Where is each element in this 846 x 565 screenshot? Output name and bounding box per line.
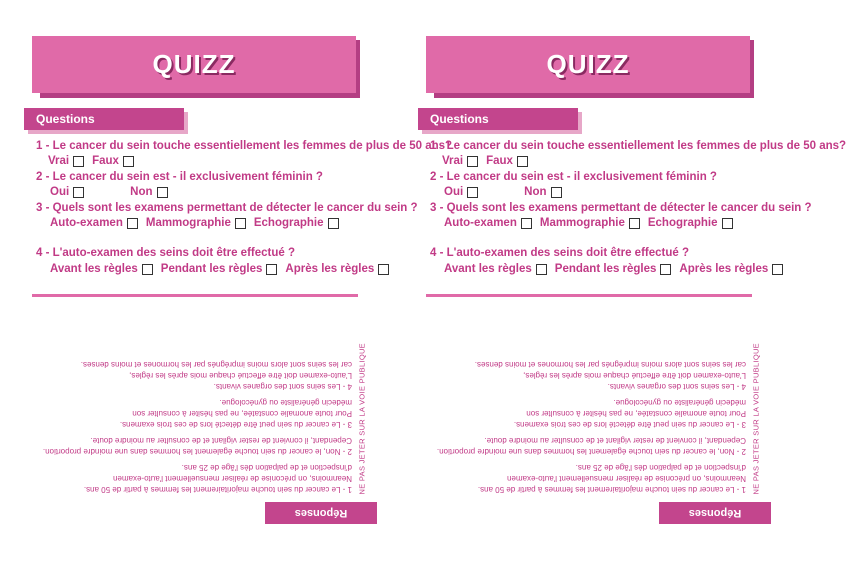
option-label: Auto-examen <box>444 217 517 229</box>
question-2-options <box>444 186 570 198</box>
answers-block <box>434 305 746 495</box>
option-label: Oui <box>50 186 70 198</box>
question-2: 2 - Le cancer du sein est - il exclusivement féminin ? <box>430 171 717 183</box>
option-pendant-regles <box>555 263 672 275</box>
option-label: Auto-examen <box>50 217 123 229</box>
option-label: Mammographie <box>539 217 625 229</box>
checkbox-non[interactable] <box>157 187 168 198</box>
side-note: NE PAS JETER SUR LA VOIE PUBLIQUE <box>357 343 367 495</box>
option-label: Faux <box>92 155 119 167</box>
option-auto-examen <box>444 217 532 229</box>
option-non <box>524 186 561 198</box>
quiz-title: QUIZZ <box>152 49 236 79</box>
question-3: 3 - Quels sont les examens permettant de détecter le cancer du sein ? <box>36 202 418 214</box>
side-note: NE PAS JETER SUR LA VOIE PUBLIQUE <box>751 343 761 495</box>
question-3: 3 - Quels sont les examens permettant de détecter le cancer du sein ? <box>430 202 812 214</box>
title-banner <box>32 36 356 93</box>
checkbox-mammographie[interactable] <box>235 218 246 229</box>
option-apres-regles <box>285 263 389 275</box>
option-label: Echographie <box>253 217 324 229</box>
option-label: Vrai <box>442 155 464 167</box>
checkbox-apres-regles[interactable] <box>772 264 783 275</box>
option-vrai <box>48 155 84 167</box>
question-1-options <box>442 155 536 167</box>
option-label: Mammographie <box>145 217 231 229</box>
answers-block <box>40 305 352 495</box>
question-4-options <box>444 263 791 275</box>
answer-3: 3 - Le cancer du sein peut être détecté lors de ces trois examens. Pour toute anomalie constatée, ne pas hésiter à consulter son médecin généraliste ou gynécologue. <box>513 398 746 429</box>
option-label: Faux <box>486 155 513 167</box>
question-2-options <box>50 186 176 198</box>
checkbox-avant-regles[interactable] <box>142 264 153 275</box>
option-non <box>130 186 167 198</box>
option-apres-regles <box>679 263 783 275</box>
option-label: Oui <box>444 186 464 198</box>
option-label: Vrai <box>48 155 70 167</box>
answer-2: 2 - Non, le cancer du sein touche également les hommes dans une moindre proportion. Cependant, il convient de rester vigilant et de consulter au moindre doute. <box>42 436 352 456</box>
answers-tab: Réponses <box>659 502 771 524</box>
option-vrai <box>442 155 478 167</box>
answer-1: 1 - Le cancer du sein touche majoritairement les femmes à partir de 50 ans. Neanmoins, on préconise de réaliser mensuellement l'auto-examen d'inspection et de palpation dès l'âge de 25 ans. <box>83 463 352 494</box>
option-label: Echographie <box>647 217 718 229</box>
question-2: 2 - Le cancer du sein est - il exclusivement féminin ? <box>36 171 323 183</box>
option-label: Non <box>130 186 153 198</box>
title-banner <box>426 36 750 93</box>
question-1-options <box>48 155 142 167</box>
question-1: 1 - Le cancer du sein touche essentiellement les femmes de plus de 50 ans? <box>430 140 846 152</box>
option-oui <box>444 186 478 198</box>
checkbox-auto-examen[interactable] <box>127 218 138 229</box>
option-echographie <box>254 217 339 229</box>
checkbox-faux[interactable] <box>517 156 528 167</box>
checkbox-avant-regles[interactable] <box>536 264 547 275</box>
answer-4: 4 - Les seins sont des organes vivants. L'auto-examen doit être effectué chaque mois après les règles, car les seins sont alors moins imprégnés par les hormones et moins denses. <box>80 360 352 391</box>
quiz-card-left <box>20 0 453 565</box>
answer-1: 1 - Le cancer du sein touche majoritairement les femmes à partir de 50 ans. Neanmoins, on préconise de réaliser mensuellement l'auto-examen d'inspection et de palpation dès l'âge de 25 ans. <box>477 463 746 494</box>
question-4: 4 - L'auto-examen des seins doit être effectué ? <box>430 247 689 259</box>
option-avant-regles <box>444 263 547 275</box>
option-label: Après les règles <box>285 263 375 275</box>
question-1: 1 - Le cancer du sein touche essentiellement les femmes de plus de 50 ans? <box>36 140 453 152</box>
option-mammographie <box>540 217 640 229</box>
checkbox-apres-regles[interactable] <box>378 264 389 275</box>
checkbox-faux[interactable] <box>123 156 134 167</box>
option-label: Avant les règles <box>50 263 138 275</box>
section-divider <box>32 294 358 297</box>
questions-tab: Questions <box>418 108 578 130</box>
question-3-options <box>50 217 347 229</box>
option-label: Après les règles <box>679 263 769 275</box>
option-mammographie <box>146 217 246 229</box>
checkbox-non[interactable] <box>551 187 562 198</box>
answer-3: 3 - Le cancer du sein peut être détecté lors de ces trois examens. Pour toute anomalie constatée, ne pas hésiter à consulter son médecin généraliste ou gynécologue. <box>119 398 352 429</box>
quiz-card-right <box>414 0 846 565</box>
option-label: Non <box>524 186 547 198</box>
option-avant-regles <box>50 263 153 275</box>
answers-tab: Réponses <box>265 502 377 524</box>
questions-tab: Questions <box>24 108 184 130</box>
checkbox-vrai[interactable] <box>467 156 478 167</box>
question-4-options <box>50 263 397 275</box>
section-divider <box>426 294 752 297</box>
option-label: Pendant les règles <box>160 263 263 275</box>
checkbox-oui[interactable] <box>467 187 478 198</box>
option-pendant-regles <box>161 263 278 275</box>
checkbox-echographie[interactable] <box>328 218 339 229</box>
option-label: Avant les règles <box>444 263 532 275</box>
option-label: Pendant les règles <box>554 263 657 275</box>
answer-4: 4 - Les seins sont des organes vivants. L'auto-examen doit être effectué chaque mois après les règles, car les seins sont alors moins imprégnés par les hormones et moins denses. <box>474 360 746 391</box>
question-4: 4 - L'auto-examen des seins doit être effectué ? <box>36 247 295 259</box>
option-auto-examen <box>50 217 138 229</box>
checkbox-pendant-regles[interactable] <box>660 264 671 275</box>
checkbox-auto-examen[interactable] <box>521 218 532 229</box>
checkbox-mammographie[interactable] <box>629 218 640 229</box>
option-faux <box>486 155 528 167</box>
checkbox-oui[interactable] <box>73 187 84 198</box>
answer-2: 2 - Non, le cancer du sein touche également les hommes dans une moindre proportion. Cependant, il convient de rester vigilant et de consulter au moindre doute. <box>436 436 746 456</box>
checkbox-echographie[interactable] <box>722 218 733 229</box>
question-3-options <box>444 217 741 229</box>
option-oui <box>50 186 84 198</box>
checkbox-pendant-regles[interactable] <box>266 264 277 275</box>
option-faux <box>92 155 134 167</box>
checkbox-vrai[interactable] <box>73 156 84 167</box>
option-echographie <box>648 217 733 229</box>
quiz-title: QUIZZ <box>546 49 630 79</box>
